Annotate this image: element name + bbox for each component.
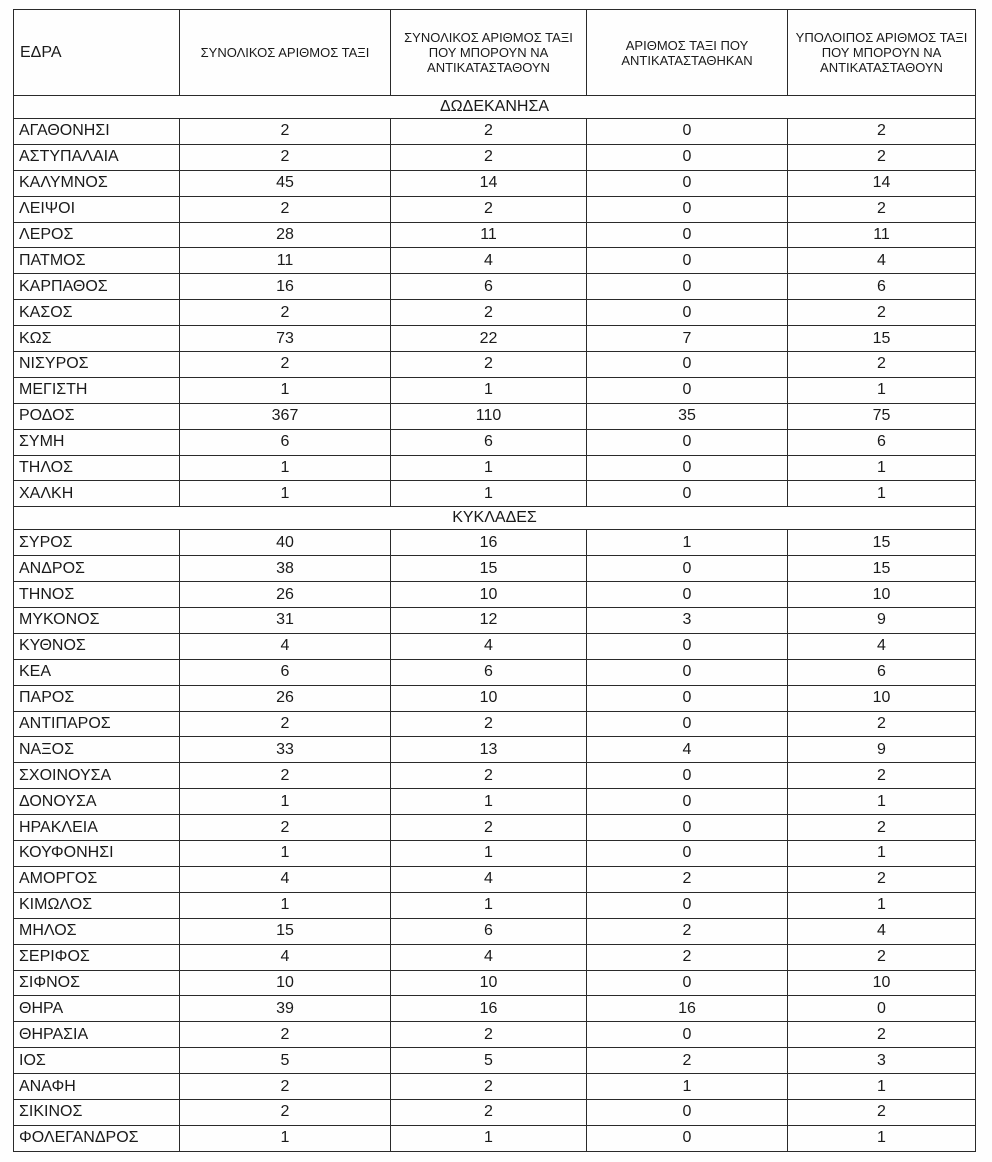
header-replaced: ΑΡΙΘΜΟΣ ΤΑΞΙ ΠΟΥ ΑΝΤΙΚΑΤΑΣΤΑΘΗΚΑΝ [587, 10, 788, 96]
cell-remaining: 15 [788, 556, 976, 582]
cell-remaining: 10 [788, 582, 976, 608]
cell-remaining: 10 [788, 685, 976, 711]
cell-replaced: 0 [587, 119, 788, 145]
cell-replaced: 0 [587, 685, 788, 711]
cell-replaceable: 16 [391, 530, 587, 556]
cell-replaced: 0 [587, 556, 788, 582]
cell-seat: ΜΕΓΙΣΤΗ [14, 377, 180, 403]
cell-remaining: 2 [788, 352, 976, 378]
cell-seat: ΑΝΤΙΠΑΡΟΣ [14, 711, 180, 737]
cell-remaining: 9 [788, 608, 976, 634]
table-row [14, 737, 976, 763]
cell-total: 2 [180, 711, 391, 737]
cell-remaining: 2 [788, 815, 976, 841]
table-row [14, 711, 976, 737]
cell-seat: ΦΟΛΕΓΑΝΔΡΟΣ [14, 1125, 180, 1151]
cell-remaining: 2 [788, 196, 976, 222]
cell-replaced: 0 [587, 1022, 788, 1048]
cell-seat: ΤΗΝΟΣ [14, 582, 180, 608]
cell-replaced: 2 [587, 866, 788, 892]
table-row [14, 556, 976, 582]
cell-remaining: 1 [788, 1074, 976, 1100]
cell-total: 2 [180, 119, 391, 145]
cell-total: 31 [180, 608, 391, 634]
cell-seat: ΔΟΝΟΥΣΑ [14, 789, 180, 815]
cell-seat: ΑΓΑΘΟΝΗΣΙ [14, 119, 180, 145]
cell-seat: ΡΟΔΟΣ [14, 403, 180, 429]
cell-total: 4 [180, 633, 391, 659]
cell-remaining: 2 [788, 944, 976, 970]
cell-total: 33 [180, 737, 391, 763]
cell-replaced: 0 [587, 455, 788, 481]
cell-total: 16 [180, 274, 391, 300]
cell-replaceable: 1 [391, 377, 587, 403]
table-row [14, 892, 976, 918]
table-row [14, 196, 976, 222]
cell-total: 39 [180, 996, 391, 1022]
cell-replaceable: 14 [391, 170, 587, 196]
cell-seat: ΜΗΛΟΣ [14, 918, 180, 944]
table-header [14, 10, 976, 96]
cell-total: 1 [180, 1125, 391, 1151]
table-row [14, 481, 976, 507]
cell-seat: ΑΝΔΡΟΣ [14, 556, 180, 582]
cell-remaining: 6 [788, 274, 976, 300]
cell-remaining: 2 [788, 119, 976, 145]
taxi-replacement-table [13, 9, 976, 1152]
header-replaceable: ΣΥΝΟΛΙΚΟΣ ΑΡΙΘΜΟΣ ΤΑΞΙ ΠΟΥ ΜΠΟΡΟΥΝ ΝΑ ΑΝΤΙΚΑΤΑΣΤΑΘΟΥΝ [391, 10, 587, 96]
cell-total: 11 [180, 248, 391, 274]
cell-total: 1 [180, 481, 391, 507]
cell-remaining: 4 [788, 248, 976, 274]
table-row [14, 918, 976, 944]
table-row [14, 633, 976, 659]
cell-seat: ΑΝΑΦΗ [14, 1074, 180, 1100]
cell-replaced: 4 [587, 737, 788, 763]
cell-total: 367 [180, 403, 391, 429]
cell-remaining: 4 [788, 633, 976, 659]
cell-total: 2 [180, 144, 391, 170]
table-row [14, 352, 976, 378]
cell-replaceable: 4 [391, 866, 587, 892]
section-title: ΔΩΔΕΚΑΝΗΣΑ [14, 96, 976, 119]
cell-seat: ΠΑΡΟΣ [14, 685, 180, 711]
cell-seat: ΘΗΡΑΣΙΑ [14, 1022, 180, 1048]
cell-remaining: 2 [788, 300, 976, 326]
table-row [14, 326, 976, 352]
cell-remaining: 1 [788, 892, 976, 918]
cell-replaceable: 10 [391, 582, 587, 608]
cell-remaining: 75 [788, 403, 976, 429]
table-row [14, 866, 976, 892]
table-row [14, 815, 976, 841]
cell-replaced: 0 [587, 377, 788, 403]
cell-replaced: 16 [587, 996, 788, 1022]
table-row [14, 944, 976, 970]
cell-remaining: 2 [788, 144, 976, 170]
cell-seat: ΚΑΛΥΜΝΟΣ [14, 170, 180, 196]
section-header-row [14, 96, 976, 119]
table-row [14, 763, 976, 789]
table-row [14, 1048, 976, 1074]
cell-seat: ΛΕΡΟΣ [14, 222, 180, 248]
table-row [14, 608, 976, 634]
header-row [14, 10, 976, 96]
cell-seat: ΘΗΡΑ [14, 996, 180, 1022]
cell-remaining: 1 [788, 455, 976, 481]
cell-total: 1 [180, 789, 391, 815]
cell-total: 6 [180, 429, 391, 455]
cell-replaced: 0 [587, 481, 788, 507]
cell-seat: ΚΩΣ [14, 326, 180, 352]
table-row [14, 222, 976, 248]
cell-replaceable: 16 [391, 996, 587, 1022]
table-row [14, 274, 976, 300]
cell-replaceable: 4 [391, 248, 587, 274]
table-row [14, 841, 976, 867]
cell-total: 10 [180, 970, 391, 996]
cell-remaining: 2 [788, 1022, 976, 1048]
cell-seat: ΤΗΛΟΣ [14, 455, 180, 481]
cell-remaining: 15 [788, 530, 976, 556]
cell-total: 4 [180, 944, 391, 970]
cell-total: 2 [180, 763, 391, 789]
cell-remaining: 1 [788, 789, 976, 815]
table-row [14, 455, 976, 481]
cell-seat: ΧΑΛΚΗ [14, 481, 180, 507]
cell-remaining: 0 [788, 996, 976, 1022]
cell-replaced: 1 [587, 1074, 788, 1100]
cell-seat: ΣΙΚΙΝΟΣ [14, 1099, 180, 1125]
cell-remaining: 6 [788, 429, 976, 455]
cell-remaining: 15 [788, 326, 976, 352]
cell-replaced: 7 [587, 326, 788, 352]
table-row [14, 685, 976, 711]
table-body [14, 96, 976, 1152]
cell-total: 2 [180, 1099, 391, 1125]
cell-total: 38 [180, 556, 391, 582]
cell-total: 2 [180, 1022, 391, 1048]
table-row [14, 144, 976, 170]
cell-replaceable: 1 [391, 892, 587, 918]
cell-total: 4 [180, 866, 391, 892]
table-row [14, 530, 976, 556]
cell-replaced: 0 [587, 815, 788, 841]
cell-replaceable: 2 [391, 1099, 587, 1125]
cell-replaceable: 10 [391, 685, 587, 711]
cell-seat: ΚΙΜΩΛΟΣ [14, 892, 180, 918]
table-row [14, 248, 976, 274]
table-row [14, 119, 976, 145]
cell-replaced: 0 [587, 1099, 788, 1125]
cell-remaining: 10 [788, 970, 976, 996]
cell-seat: ΝΙΣΥΡΟΣ [14, 352, 180, 378]
header-remaining: ΥΠΟΛΟΙΠΟΣ ΑΡΙΘΜΟΣ ΤΑΞΙ ΠΟΥ ΜΠΟΡΟΥΝ ΝΑ ΑΝΤΙΚΑΤΑΣΤΑΘΟΥΝ [788, 10, 976, 96]
cell-total: 15 [180, 918, 391, 944]
cell-seat: ΜΥΚΟΝΟΣ [14, 608, 180, 634]
header-seat: ΕΔΡΑ [14, 10, 180, 96]
cell-remaining: 6 [788, 659, 976, 685]
cell-remaining: 2 [788, 711, 976, 737]
cell-seat: ΚΕΑ [14, 659, 180, 685]
cell-seat: ΚΑΣΟΣ [14, 300, 180, 326]
cell-replaceable: 2 [391, 119, 587, 145]
cell-total: 2 [180, 300, 391, 326]
cell-replaceable: 1 [391, 841, 587, 867]
table-row [14, 170, 976, 196]
cell-replaced: 35 [587, 403, 788, 429]
cell-replaced: 1 [587, 530, 788, 556]
cell-seat: ΙΟΣ [14, 1048, 180, 1074]
table-row [14, 429, 976, 455]
table-row [14, 582, 976, 608]
section-header-row [14, 507, 976, 530]
cell-replaced: 0 [587, 429, 788, 455]
cell-total: 2 [180, 815, 391, 841]
cell-replaceable: 12 [391, 608, 587, 634]
cell-total: 2 [180, 352, 391, 378]
table-row [14, 377, 976, 403]
cell-replaceable: 22 [391, 326, 587, 352]
cell-replaced: 0 [587, 841, 788, 867]
cell-seat: ΣΧΟΙΝΟΥΣΑ [14, 763, 180, 789]
cell-total: 1 [180, 892, 391, 918]
cell-replaceable: 13 [391, 737, 587, 763]
cell-remaining: 3 [788, 1048, 976, 1074]
cell-replaceable: 5 [391, 1048, 587, 1074]
cell-remaining: 1 [788, 1125, 976, 1151]
cell-replaced: 0 [587, 582, 788, 608]
cell-replaced: 2 [587, 918, 788, 944]
cell-seat: ΑΜΟΡΓΟΣ [14, 866, 180, 892]
cell-total: 40 [180, 530, 391, 556]
cell-replaceable: 2 [391, 1022, 587, 1048]
cell-replaced: 0 [587, 222, 788, 248]
cell-total: 1 [180, 455, 391, 481]
cell-replaceable: 2 [391, 763, 587, 789]
cell-replaced: 3 [587, 608, 788, 634]
cell-replaceable: 2 [391, 300, 587, 326]
cell-remaining: 1 [788, 481, 976, 507]
cell-seat: ΗΡΑΚΛΕΙΑ [14, 815, 180, 841]
cell-seat: ΚΟΥΦΟΝΗΣΙ [14, 841, 180, 867]
cell-replaced: 0 [587, 1125, 788, 1151]
cell-seat: ΣΕΡΙΦΟΣ [14, 944, 180, 970]
table-row [14, 1074, 976, 1100]
cell-seat: ΑΣΤΥΠΑΛΑΙΑ [14, 144, 180, 170]
cell-replaced: 0 [587, 352, 788, 378]
cell-remaining: 2 [788, 866, 976, 892]
cell-seat: ΚΑΡΠΑΘΟΣ [14, 274, 180, 300]
cell-remaining: 4 [788, 918, 976, 944]
table-row [14, 789, 976, 815]
cell-remaining: 11 [788, 222, 976, 248]
cell-replaceable: 1 [391, 481, 587, 507]
cell-replaced: 0 [587, 248, 788, 274]
cell-remaining: 1 [788, 841, 976, 867]
cell-replaced: 0 [587, 659, 788, 685]
cell-total: 1 [180, 841, 391, 867]
cell-replaceable: 6 [391, 918, 587, 944]
header-total: ΣΥΝΟΛΙΚΟΣ ΑΡΙΘΜΟΣ ΤΑΞΙ [180, 10, 391, 96]
cell-replaceable: 1 [391, 455, 587, 481]
cell-seat: ΠΑΤΜΟΣ [14, 248, 180, 274]
cell-replaced: 0 [587, 892, 788, 918]
cell-total: 6 [180, 659, 391, 685]
table-row [14, 300, 976, 326]
cell-seat: ΚΥΘΝΟΣ [14, 633, 180, 659]
cell-replaced: 0 [587, 763, 788, 789]
cell-replaced: 0 [587, 711, 788, 737]
table-row [14, 1099, 976, 1125]
cell-seat: ΣΥΜΗ [14, 429, 180, 455]
cell-replaceable: 6 [391, 659, 587, 685]
cell-replaceable: 1 [391, 1125, 587, 1151]
cell-replaced: 2 [587, 944, 788, 970]
cell-replaceable: 110 [391, 403, 587, 429]
cell-replaceable: 2 [391, 711, 587, 737]
cell-total: 73 [180, 326, 391, 352]
cell-replaced: 0 [587, 970, 788, 996]
cell-total: 26 [180, 685, 391, 711]
cell-seat: ΣΥΡΟΣ [14, 530, 180, 556]
table-row [14, 1125, 976, 1151]
cell-replaceable: 2 [391, 144, 587, 170]
cell-total: 28 [180, 222, 391, 248]
cell-seat: ΝΑΞΟΣ [14, 737, 180, 763]
cell-total: 1 [180, 377, 391, 403]
cell-replaceable: 15 [391, 556, 587, 582]
cell-replaced: 0 [587, 170, 788, 196]
cell-replaced: 2 [587, 1048, 788, 1074]
table-row [14, 403, 976, 429]
cell-remaining: 14 [788, 170, 976, 196]
cell-total: 5 [180, 1048, 391, 1074]
cell-seat: ΣΙΦΝΟΣ [14, 970, 180, 996]
cell-total: 2 [180, 196, 391, 222]
cell-replaceable: 4 [391, 944, 587, 970]
cell-replaceable: 6 [391, 274, 587, 300]
cell-replaced: 0 [587, 633, 788, 659]
cell-replaced: 0 [587, 196, 788, 222]
table-row [14, 996, 976, 1022]
cell-replaceable: 2 [391, 196, 587, 222]
cell-replaceable: 1 [391, 789, 587, 815]
cell-replaced: 0 [587, 300, 788, 326]
cell-total: 45 [180, 170, 391, 196]
cell-total: 2 [180, 1074, 391, 1100]
cell-replaceable: 4 [391, 633, 587, 659]
table-row [14, 970, 976, 996]
cell-replaceable: 2 [391, 352, 587, 378]
cell-replaceable: 2 [391, 1074, 587, 1100]
cell-replaceable: 11 [391, 222, 587, 248]
cell-remaining: 1 [788, 377, 976, 403]
table-row [14, 659, 976, 685]
cell-total: 26 [180, 582, 391, 608]
cell-remaining: 2 [788, 763, 976, 789]
cell-seat: ΛΕΙΨΟΙ [14, 196, 180, 222]
cell-remaining: 2 [788, 1099, 976, 1125]
cell-replaceable: 10 [391, 970, 587, 996]
cell-replaceable: 6 [391, 429, 587, 455]
cell-replaced: 0 [587, 789, 788, 815]
section-title: ΚΥΚΛΑΔΕΣ [14, 507, 976, 530]
table-row [14, 1022, 976, 1048]
cell-replaced: 0 [587, 274, 788, 300]
cell-replaced: 0 [587, 144, 788, 170]
cell-replaceable: 2 [391, 815, 587, 841]
cell-remaining: 9 [788, 737, 976, 763]
